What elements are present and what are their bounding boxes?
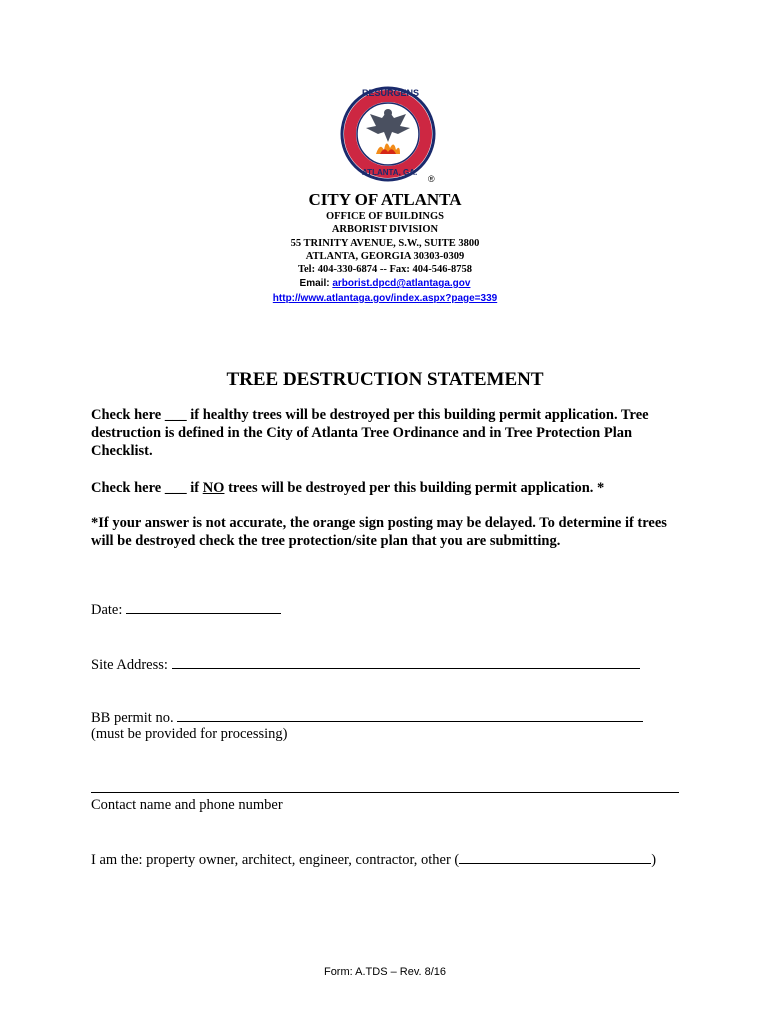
contact-blank-line[interactable] [91,792,679,793]
check-no-trees-statement [91,479,691,497]
city-seal-logo [340,80,440,188]
document-title: TREE DESTRUCTION STATEMENT [226,369,544,390]
email-link[interactable]: arborist.dpcd@atlantaga.gov [332,278,471,289]
site-address-label: Site Address: [91,657,168,673]
check-healthy-trees-statement: Check here ___ if healthy trees will be destroyed per this building permit application. Tree destruction is defined in the City of Atlanta Tree Ordinance and in Tree Protection Plan Checklist. [91,407,649,459]
role-label: I am the: property owner, architect, engineer, contractor, other ( [91,852,460,868]
role-close-paren: ) [651,852,657,868]
division-name: ARBORIST DIVISION [331,224,439,235]
bb-permit-field [91,707,643,727]
email-line [0,277,770,290]
bb-permit-note: (must be provided for processing) [91,726,288,742]
city-name: CITY OF ATLANTA [308,190,462,209]
phone-fax: Tel: 404-330-6874 -- Fax: 404-546-8758 [297,264,472,275]
registered-mark: ® [428,174,435,184]
email-label: Email: [299,278,330,289]
bb-permit-blank[interactable] [177,707,643,722]
site-address-field [91,654,640,674]
street-address: 55 TRINITY AVENUE, S.W., SUITE 3800 [290,238,480,249]
website-line [0,290,770,305]
check-no-trees-suffix: trees will be destroyed per this building permit application. * [224,480,605,496]
city-state-zip: ATLANTA, GEORGIA 30303-0309 [305,251,465,262]
website-link[interactable]: http://www.atlantaga.gov/index.aspx?page=339 [272,293,498,304]
date-label: Date: [91,602,123,618]
role-field [91,849,656,869]
office-name: OFFICE OF BUILDINGS [325,211,445,222]
site-address-blank[interactable] [172,654,640,669]
form-revision-footer: Form: A.TDS – Rev. 8/16 [323,966,447,978]
check-no-trees-prefix: Check here ___ if [91,480,203,496]
seal-text-top: RESURGENS [362,88,420,98]
contact-label: Contact name and phone number [91,797,283,813]
bb-permit-label: BB permit no. [91,710,174,726]
seal-text-bottom: ATLANTA, GA. [362,168,418,177]
date-blank[interactable] [126,599,281,614]
check-no-trees-emphasis: NO [202,480,225,496]
accuracy-note: *If your answer is not accurate, the orange sign posting may be delayed. To determine if trees will be destroyed check the tree protection/site plan that you are submitting. [91,515,667,549]
role-other-blank[interactable] [459,849,651,864]
date-field [91,599,281,619]
